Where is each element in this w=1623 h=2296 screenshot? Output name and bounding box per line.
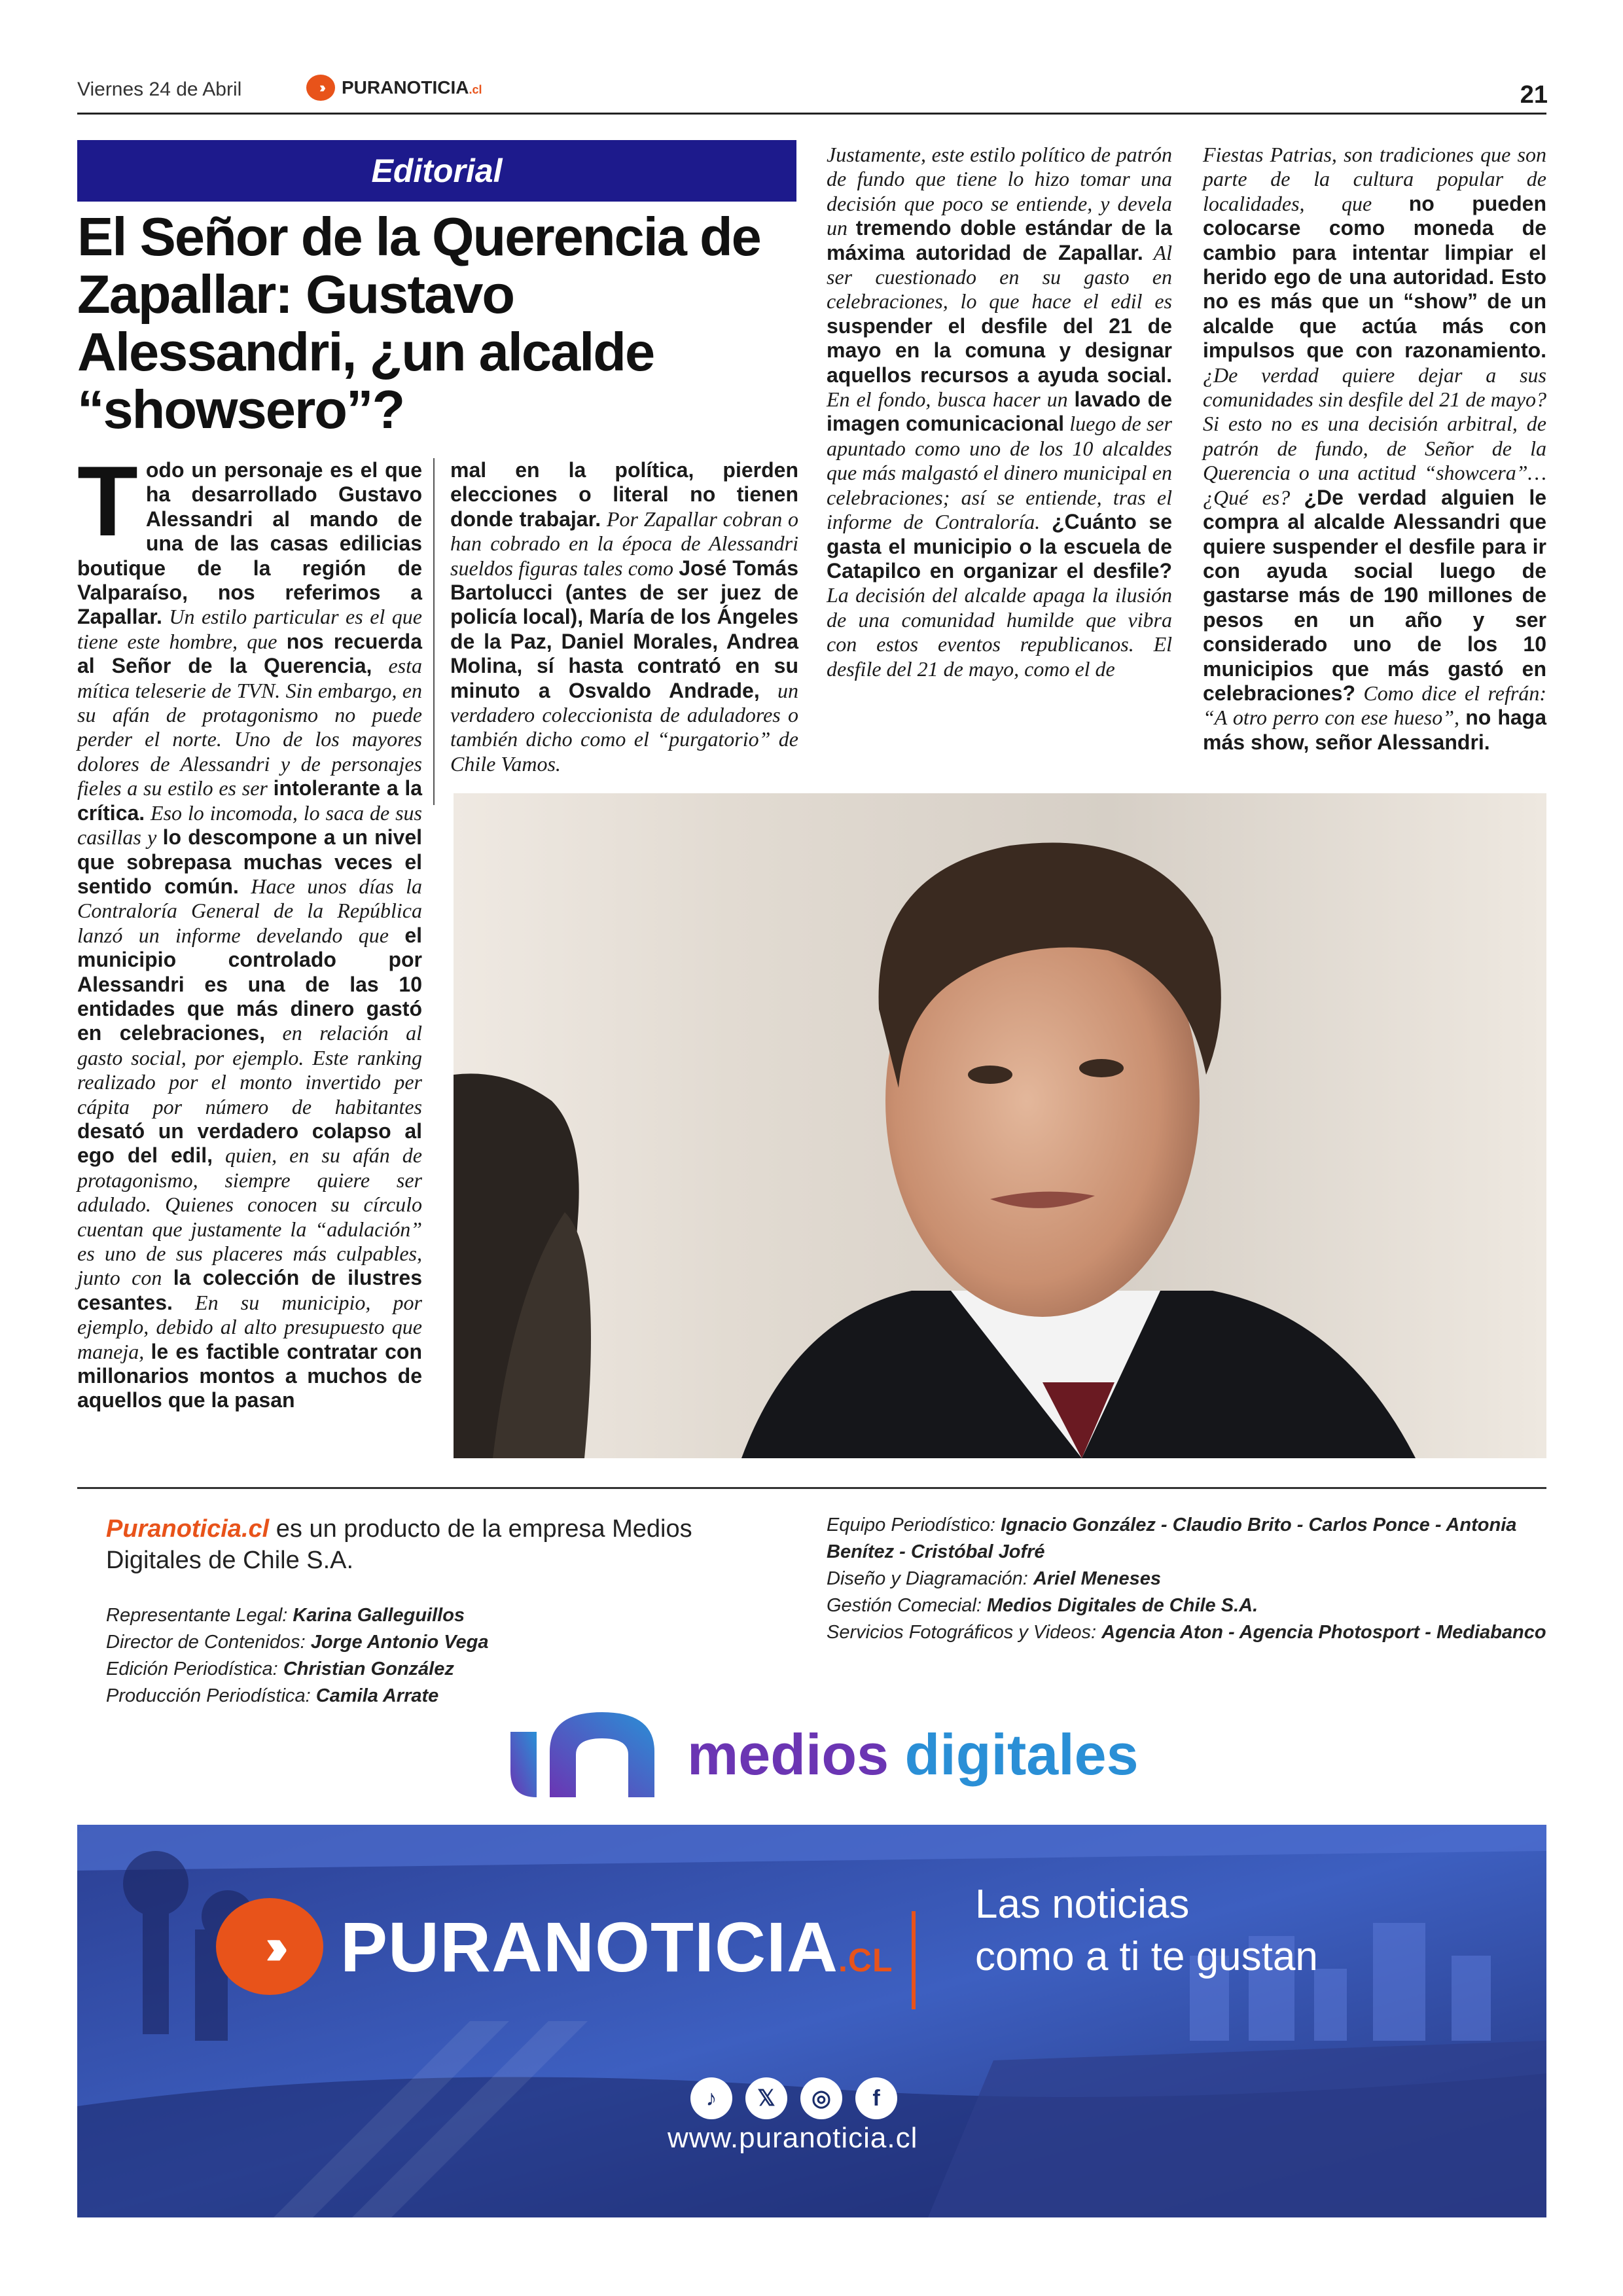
text-run: quien, en su afán de protagonismo, siempre quiere ser adulado. Quienes conocen su círculo cuentan que justamente la “adulación” es uno de sus placeres más culpables, junto con bbox=[77, 1143, 423, 1290]
text-run: ¿De verdad quiere dejar a sus comunidades sin desfile del 21 de mayo? Si esto no es una decisión arbitral, de patrón de fundo, de Señor de la Querencia o una actitud “showcera”… ¿Qué es? bbox=[1203, 363, 1546, 509]
text-run: en relación al gasto social, por ejemplo. Este ranking realizado por el monto invertido per cápita por número de habitantes bbox=[77, 1021, 422, 1119]
credit-role: Diseño y Diagramación: bbox=[827, 1568, 1033, 1589]
page-number: 21 bbox=[1520, 81, 1548, 109]
text-run: Como dice el refrán: “A otro perro con ese hueso”, bbox=[1203, 681, 1546, 730]
text-run: no pueden colocarse como moneda de cambio para intentar limpiar el herido ego de una autoridad. Esto no es más que un “show” de un alcalde que actúa más con impulsos que con razonamiento. bbox=[1203, 191, 1546, 363]
alcalde-portrait-photo bbox=[454, 793, 1546, 1458]
text-run: Un estilo particular es el que tiene este hombre, que bbox=[77, 605, 422, 653]
credit-role: Representante Legal: bbox=[106, 1605, 293, 1626]
article-headline: El Señor de la Querencia de Zapallar: Gustavo Alessandri, ¿un alcalde “showsero”? bbox=[77, 206, 760, 440]
credit-role: Servicios Fotográficos y Videos: bbox=[827, 1622, 1102, 1643]
text-run: no haga más show, señor Alessandri. bbox=[1203, 706, 1547, 754]
header-divider bbox=[77, 113, 1546, 115]
chevron-logo-icon: ››› bbox=[306, 75, 335, 101]
issue-date: Viernes 24 de Abril bbox=[77, 79, 242, 100]
text-run: En su municipio, por ejemplo, debido al alto presupuesto que maneja, bbox=[77, 1290, 422, 1363]
text-run: José Tomás Bartolucci (antes de ser juez de policía local), María de los Ángeles de la Paz, Daniel Morales, Andrea Molina, sí hasta contrató en su minuto a Osvaldo Andrade, bbox=[450, 556, 799, 702]
ad-separator bbox=[912, 1911, 916, 2009]
text-run: Eso lo incomoda, lo saca de sus casillas y bbox=[77, 800, 422, 850]
text-run: Justamente, este estilo político de patrón de fundo que tiene lo hizo tomar una decisión que poco se entiende, y devela un bbox=[827, 143, 1172, 240]
text-run: ¿De verdad alguien le compra al alcalde Alessandri que quiere suspender el desfile para ir con ayuda social luego de gastarse más de 190 millones de pesos en un año y ser considerado uno de los 10 municipios que más gastó en celebraciones? bbox=[1203, 485, 1547, 705]
text-run: nos recuerda al Señor de la Querencia, bbox=[77, 629, 423, 678]
tiktok-icon[interactable]: ♪ bbox=[690, 2077, 732, 2119]
credit-line bbox=[827, 1512, 1546, 1566]
credit-role: Producción Periodística: bbox=[106, 1685, 316, 1706]
text-run: ¿Cuánto se gasta el municipio o la escuela de Catapilco en organizar el desfile? bbox=[827, 510, 1173, 583]
instagram-icon[interactable]: ◎ bbox=[800, 2077, 842, 2119]
puranoticia-ad-banner[interactable] bbox=[77, 1825, 1546, 2217]
dropcap: T bbox=[77, 446, 138, 557]
text-run: La decisión del alcalde apaga la ilusión de una comunidad humilde que vibra con estos eventos republicanos. El desfile del 21 de mayo, como el de bbox=[827, 583, 1172, 681]
header-brand: PURANOTICIA.cl bbox=[342, 77, 482, 98]
credit-line bbox=[827, 1566, 1546, 1592]
article-column-2 bbox=[450, 458, 798, 776]
credit-line bbox=[827, 1619, 1546, 1646]
text-run: el municipio controlado por Alessandri es una de las 10 entidades que más dinero gastó en celebraciones, bbox=[77, 923, 422, 1045]
credit-role: Gestión Comecial: bbox=[827, 1595, 987, 1616]
credit-line bbox=[106, 1602, 760, 1629]
social-icons bbox=[690, 2077, 897, 2119]
text-run: mal en la política, pierden elecciones o literal no tienen donde trabajar. bbox=[450, 458, 798, 531]
text-run: esta mítica teleserie de TVN. Sin embargo, en su afán de protagonismo no puede perder el norte. Uno de los mayores dolores de Alessandri y de personajes fieles a su estilo es ser bbox=[77, 654, 422, 800]
text-run: un verdadero coleccionista de aduladores o también dicho como el “purgatorio” de Chile Vamos. bbox=[450, 678, 798, 776]
footer-divider bbox=[77, 1487, 1546, 1489]
text-run: suspender el desfile del 21 de mayo en la comuna y designar aquellos recursos a ayuda social. bbox=[827, 314, 1172, 387]
publisher-statement: Puranoticia.cl es un producto de la empresa Medios Digitales de Chile S.A. bbox=[106, 1515, 692, 1574]
medios-digitales-logo[interactable] bbox=[504, 1706, 1139, 1804]
text-run: Al ser cuestionado en su gasto en celebraciones, lo que hace el edil es bbox=[827, 240, 1172, 314]
text-run: Fiestas Patrias, son tradiciones que son parte de la cultura popular de localidades, que bbox=[1203, 143, 1546, 215]
article-column-3 bbox=[827, 143, 1172, 681]
credits-left bbox=[106, 1513, 760, 1710]
credit-role: Equipo Periodístico: bbox=[827, 1515, 1001, 1535]
text-run: la colección de ilustres cesantes. bbox=[77, 1266, 422, 1314]
credit-name: Jorge Antonio Vega bbox=[310, 1632, 489, 1653]
credit-role: Edición Periodística: bbox=[106, 1659, 283, 1679]
text-run: tremendo doble estándar de la máxima autoridad de Zapallar. bbox=[827, 216, 1173, 264]
credit-line bbox=[106, 1629, 760, 1656]
ad-slogan: Las noticias como a ti te gustan bbox=[975, 1882, 1318, 1979]
credit-name: Medios Digitales de Chile S.A. bbox=[987, 1595, 1258, 1616]
text-run: lo descompone a un nivel que sobrepasa muchas veces el sentido común. bbox=[77, 825, 422, 898]
facebook-icon[interactable]: f bbox=[855, 2077, 897, 2119]
column-divider bbox=[433, 458, 435, 805]
article-column-1 bbox=[77, 446, 423, 1413]
ad-chevron-icon: ››› bbox=[216, 1898, 323, 1995]
text-run: luego de ser apuntado como uno de los 10 alcaldes que más malgastó el dinero municipal en celebraciones; así se entiende, tras el informe de Contraloría. bbox=[827, 412, 1173, 534]
text-run: intolerante a la crítica. bbox=[77, 776, 423, 825]
credit-name: Ariel Meneses bbox=[1033, 1568, 1161, 1589]
text-run: Hace unos días la Contraloría General de la República lanzó un informe develando que bbox=[77, 874, 422, 947]
text-run: odo un personaje es el que ha desarrollado Gustavo Alessandri al mando de una de las casas edilicias boutique de la región de Valparaíso, nos referimos a Zapallar. bbox=[77, 458, 422, 629]
text-run: En el fondo, busca hacer un bbox=[827, 387, 1075, 412]
text-run: le es factible contratar con millonarios montos a muchos de aquellos que la pasan bbox=[77, 1339, 422, 1412]
credits-left-list bbox=[106, 1602, 760, 1710]
credit-role: Director de Contenidos: bbox=[106, 1632, 311, 1653]
credit-line bbox=[106, 1656, 760, 1683]
ad-url-link[interactable]: www.puranoticia.cl bbox=[668, 2122, 918, 2154]
credit-name: Camila Arrate bbox=[315, 1685, 439, 1706]
md-monogram-icon bbox=[504, 1706, 661, 1804]
x-icon[interactable]: 𝕏 bbox=[745, 2077, 787, 2119]
text-run: desató un verdadero colapso al ego del edil, bbox=[77, 1119, 422, 1168]
ad-brand: PURANOTICIA.CL bbox=[340, 1907, 893, 1986]
credit-name: Ignacio González - Claudio Brito - Carlos Ponce - Antonia Benítez - Cristóbal Jofré bbox=[827, 1515, 1517, 1562]
credit-line bbox=[827, 1592, 1546, 1619]
section-banner: Editorial bbox=[77, 140, 796, 202]
ad-logo bbox=[216, 1898, 893, 1995]
text-run: lavado de imagen comunicacional bbox=[827, 387, 1172, 436]
article-column-4 bbox=[1203, 143, 1546, 755]
credit-name: Agencia Aton - Agencia Photosport - Mediabanco bbox=[1101, 1622, 1546, 1643]
credit-name: Christian González bbox=[283, 1659, 454, 1679]
medios-digitales-wordmark: medios digitales bbox=[687, 1722, 1139, 1787]
text-run: Por Zapallar cobran o han cobrado en la época de Alessandri sueldos figuras tales como bbox=[450, 507, 799, 580]
credit-name: Karina Galleguillos bbox=[293, 1605, 465, 1626]
credits-right-list bbox=[827, 1512, 1546, 1646]
puranoticia-header-logo[interactable] bbox=[306, 75, 482, 101]
